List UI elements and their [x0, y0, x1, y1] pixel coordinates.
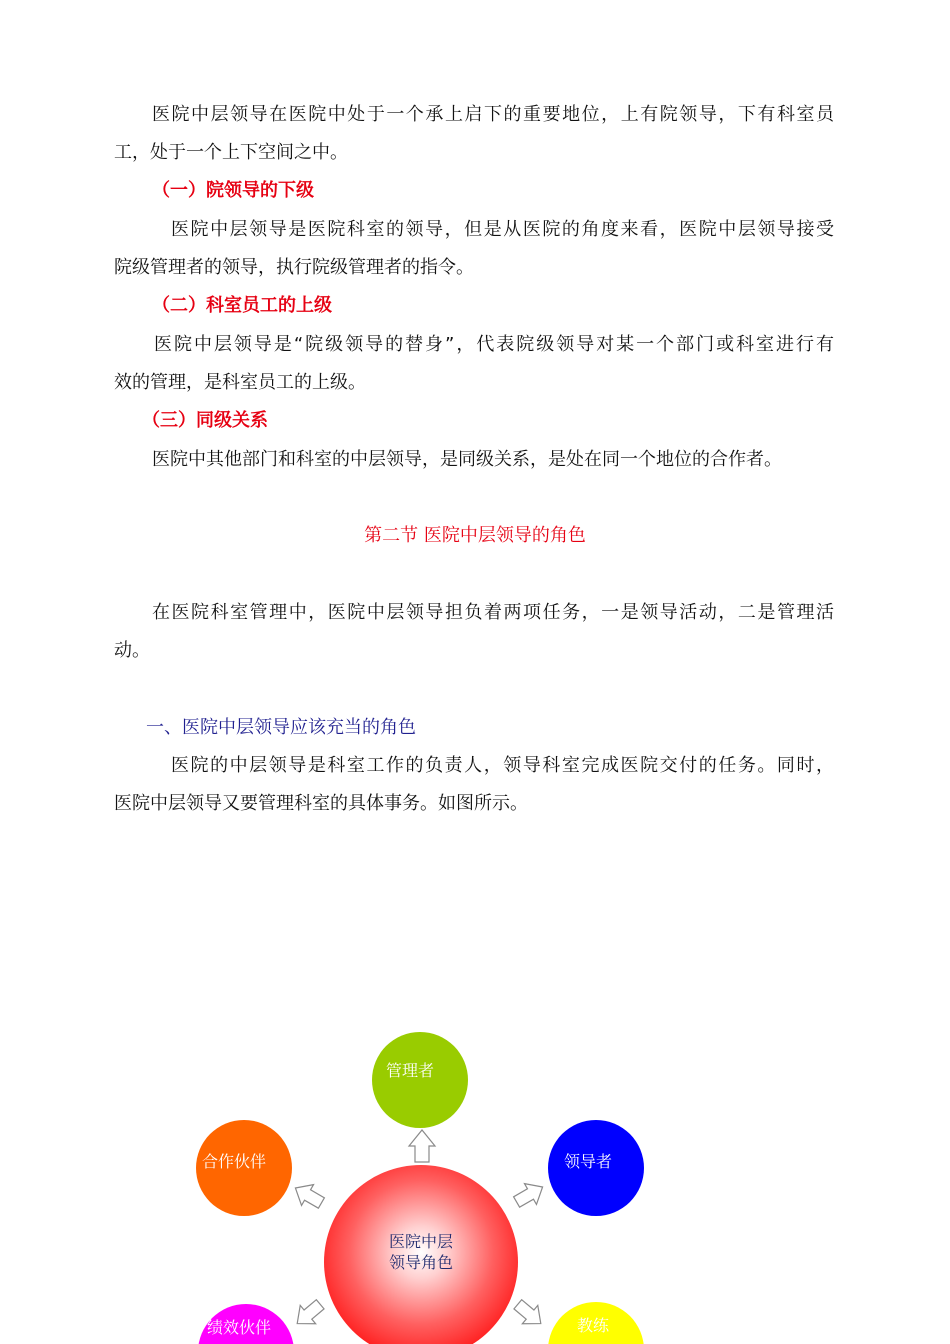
role-diagram	[0, 1010, 950, 1344]
arrow-down-right	[510, 1295, 548, 1333]
p2-line2: 院级管理者的领导，执行院级管理者的指令。	[114, 257, 474, 278]
heading-2: （二）科室员工的上级	[152, 295, 332, 316]
p3-line2: 效的管理，是科室员工的上级。	[114, 372, 366, 393]
node-partner-label: 合作伙伴	[201, 1151, 266, 1171]
node-manager-label: 管理者	[385, 1060, 434, 1080]
p6-line1: 医院的中层领导是科室工作的负责人，领导科室完成医院交付的任务。同时，	[171, 755, 834, 776]
node-coach-label: 教练	[576, 1315, 609, 1335]
p5-line1: 在医院科室管理中，医院中层领导担负着两项任务，一是领导活动，二是管理活	[152, 602, 834, 623]
heading-3: （三）同级关系	[142, 410, 268, 431]
center-node	[324, 1165, 518, 1344]
arrow-up-left	[289, 1178, 327, 1214]
p2-line1: 医院中层领导是医院科室的领导，但是从医院的角度来看，医院中层领导接受	[171, 219, 834, 240]
node-partner	[196, 1120, 292, 1216]
node-performance-partner-label: 绩效伙伴	[206, 1317, 271, 1337]
node-leader-label: 领导者	[563, 1151, 612, 1171]
arrow-down-left	[289, 1295, 327, 1333]
p5-line2: 动。	[114, 640, 150, 661]
p6-line2: 医院中层领导又要管理科室的具体事务。如图所示。	[114, 793, 528, 814]
section-title: 第二节 医院中层领导的角色	[364, 525, 586, 546]
node-manager	[372, 1032, 468, 1128]
p4-line1: 医院中其他部门和科室的中层领导，是同级关系，是处在同一个地位的合作者。	[152, 449, 782, 470]
arrow-up-right	[511, 1177, 549, 1213]
p3-line1: 医院中层领导是“院级领导的替身”，代表院级领导对某一个部门或科室进行有	[154, 334, 834, 355]
p1-line2: 工，处于一个上下空间之中。	[114, 142, 348, 163]
node-leader	[548, 1120, 644, 1216]
p1-line1: 医院中层领导在医院中处于一个承上启下的重要地位，上有院领导，下有科室员	[152, 104, 834, 125]
heading-4: 一、医院中层领导应该充当的角色	[146, 717, 416, 738]
center-label-line1: 医院中层	[388, 1232, 453, 1251]
heading-1: （一）院领导的下级	[152, 180, 314, 201]
arrow-up	[409, 1130, 435, 1162]
center-label-line2: 领导角色	[388, 1253, 453, 1272]
